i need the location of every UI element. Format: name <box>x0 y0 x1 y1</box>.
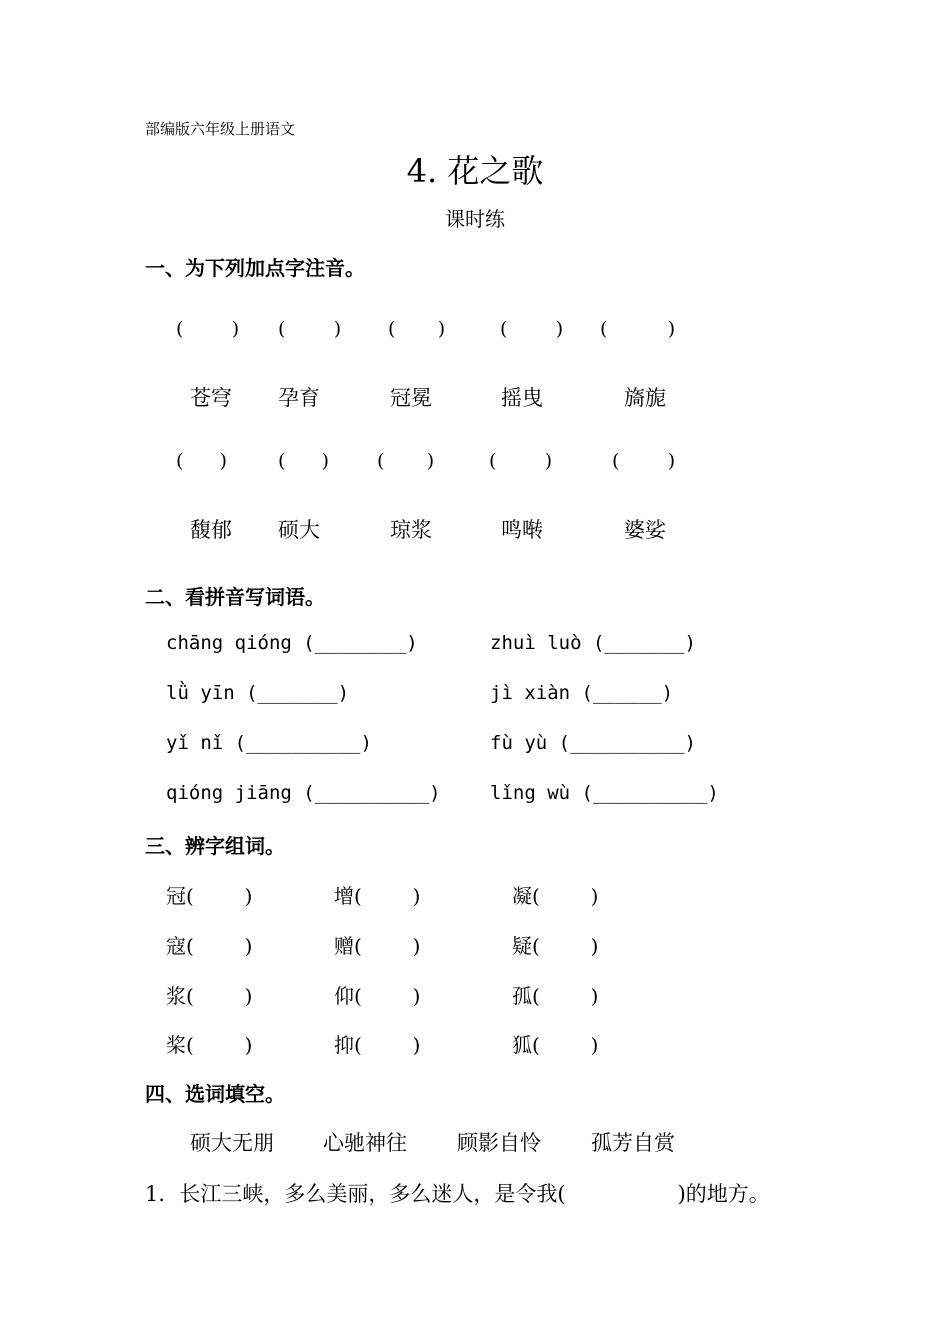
char-item: 仰( ) <box>334 984 421 1008</box>
answer-paren[interactable]: ( ) <box>532 884 599 908</box>
section-1-heading: 一、为下列加点字注音。 <box>145 256 365 280</box>
answer-paren[interactable]: ( ) <box>186 884 253 908</box>
char-item: 抑( ) <box>334 1033 421 1057</box>
answer-paren[interactable]: ( ) <box>354 1033 421 1057</box>
word-item: 琼浆 <box>390 518 432 542</box>
answer-paren[interactable]: ( ) <box>354 984 421 1008</box>
pinyin-item: qióng jiāng (__________) <box>166 782 441 804</box>
pinyin-answer-paren[interactable]: ( ) <box>612 450 676 472</box>
pinyin-text: lǐng wù <box>490 782 571 804</box>
answer-blank[interactable]: __________ <box>314 782 430 804</box>
document-header: 部编版六年级上册语文 <box>145 120 296 138</box>
char-item: 桨( ) <box>166 1033 253 1057</box>
answer-paren[interactable]: ( ) <box>532 934 599 958</box>
pinyin-text: chāng qióng <box>166 632 292 654</box>
answer-blank[interactable]: ______ <box>592 682 662 704</box>
pinyin-item: zhuì luò (_______) <box>490 632 696 654</box>
pinyin-answer-paren[interactable]: ( ) <box>176 318 240 340</box>
answer-paren[interactable]: ( ) <box>186 1033 253 1057</box>
answer-blank[interactable]: __________ <box>592 782 708 804</box>
answer-paren[interactable]: ( ) <box>186 984 253 1008</box>
char-item: 增( ) <box>334 884 421 908</box>
word-item: 婆娑 <box>624 518 666 542</box>
word-option: 心驰神往 <box>323 1131 407 1155</box>
answer-blank[interactable]: ________ <box>314 632 407 654</box>
char-item: 凝( ) <box>512 884 599 908</box>
answer-blank[interactable]: _______ <box>604 632 685 654</box>
word-item: 硕大 <box>278 518 320 542</box>
char-item: 浆( ) <box>166 984 253 1008</box>
pinyin-answer-paren[interactable]: ( ) <box>377 450 435 472</box>
word-option: 顾影自怜 <box>457 1131 541 1155</box>
pinyin-answer-paren[interactable]: ( ) <box>489 450 553 472</box>
char-item: 寇( ) <box>166 934 253 958</box>
section-4-heading: 四、选词填空。 <box>145 1082 285 1106</box>
section-3-heading: 三、辨字组词。 <box>145 834 285 858</box>
answer-paren[interactable]: ( ) <box>186 934 253 958</box>
word-item: 冠冕 <box>390 386 432 410</box>
page-title: 4. 花之歌 <box>406 152 544 190</box>
pinyin-answer-paren[interactable]: ( ) <box>176 450 228 472</box>
pinyin-answer-paren[interactable]: ( ) <box>500 318 564 340</box>
char-item: 赠( ) <box>334 934 421 958</box>
answer-blank[interactable]: __________ <box>570 732 685 754</box>
word-item: 摇曳 <box>501 386 543 410</box>
pinyin-answer-paren[interactable]: ( ) <box>278 450 330 472</box>
word-option: 孤芳自赏 <box>591 1131 675 1155</box>
char-item: 孤( ) <box>512 984 599 1008</box>
pinyin-item: chāng qióng (________) <box>166 632 418 654</box>
answer-paren[interactable]: ( ) <box>532 1033 599 1057</box>
pinyin-item: jì xiàn (______) <box>490 682 674 704</box>
answer-paren[interactable]: ( ) <box>354 884 421 908</box>
answer-paren[interactable]: ( ) <box>532 984 599 1008</box>
pinyin-item: lǜ yīn (_______) <box>166 682 350 704</box>
pinyin-text: jì xiàn <box>490 682 571 704</box>
pinyin-text: zhuì luò <box>490 632 582 654</box>
pinyin-text: qióng jiāng <box>166 782 292 804</box>
answer-blank[interactable]: __________ <box>246 732 361 754</box>
pinyin-answer-paren[interactable]: ( ) <box>600 318 676 340</box>
word-item: 孕育 <box>278 386 320 410</box>
char-item: 冠( ) <box>166 884 253 908</box>
answer-blank[interactable]: _______ <box>257 682 338 704</box>
pinyin-answer-paren[interactable]: ( ) <box>388 318 446 340</box>
pinyin-item: lǐng wù (__________) <box>490 782 719 804</box>
pinyin-item: fù yù (__________) <box>490 732 696 754</box>
page-subtitle: 课时练 <box>445 207 505 231</box>
answer-paren[interactable]: ( ) <box>354 934 421 958</box>
word-item: 鸣啭 <box>501 518 543 542</box>
pinyin-answer-paren[interactable]: ( ) <box>278 318 342 340</box>
word-option: 硕大无朋 <box>190 1131 274 1155</box>
pinyin-text: fù yù <box>490 732 548 754</box>
char-item: 疑( ) <box>512 934 599 958</box>
pinyin-text: yǐ nǐ <box>166 732 224 754</box>
char-item: 狐( ) <box>512 1033 599 1057</box>
pinyin-item: yǐ nǐ (__________) <box>166 732 372 754</box>
pinyin-text: lǜ yīn <box>166 682 235 704</box>
word-item: 苍穹 <box>190 386 232 410</box>
word-item: 旖旎 <box>624 386 666 410</box>
question-1: 1．长江三峡，多么美丽，多么迷人，是令我( )的地方。 <box>145 1182 770 1206</box>
word-item: 馥郁 <box>190 518 232 542</box>
section-2-heading: 二、看拼音写词语。 <box>145 585 325 609</box>
